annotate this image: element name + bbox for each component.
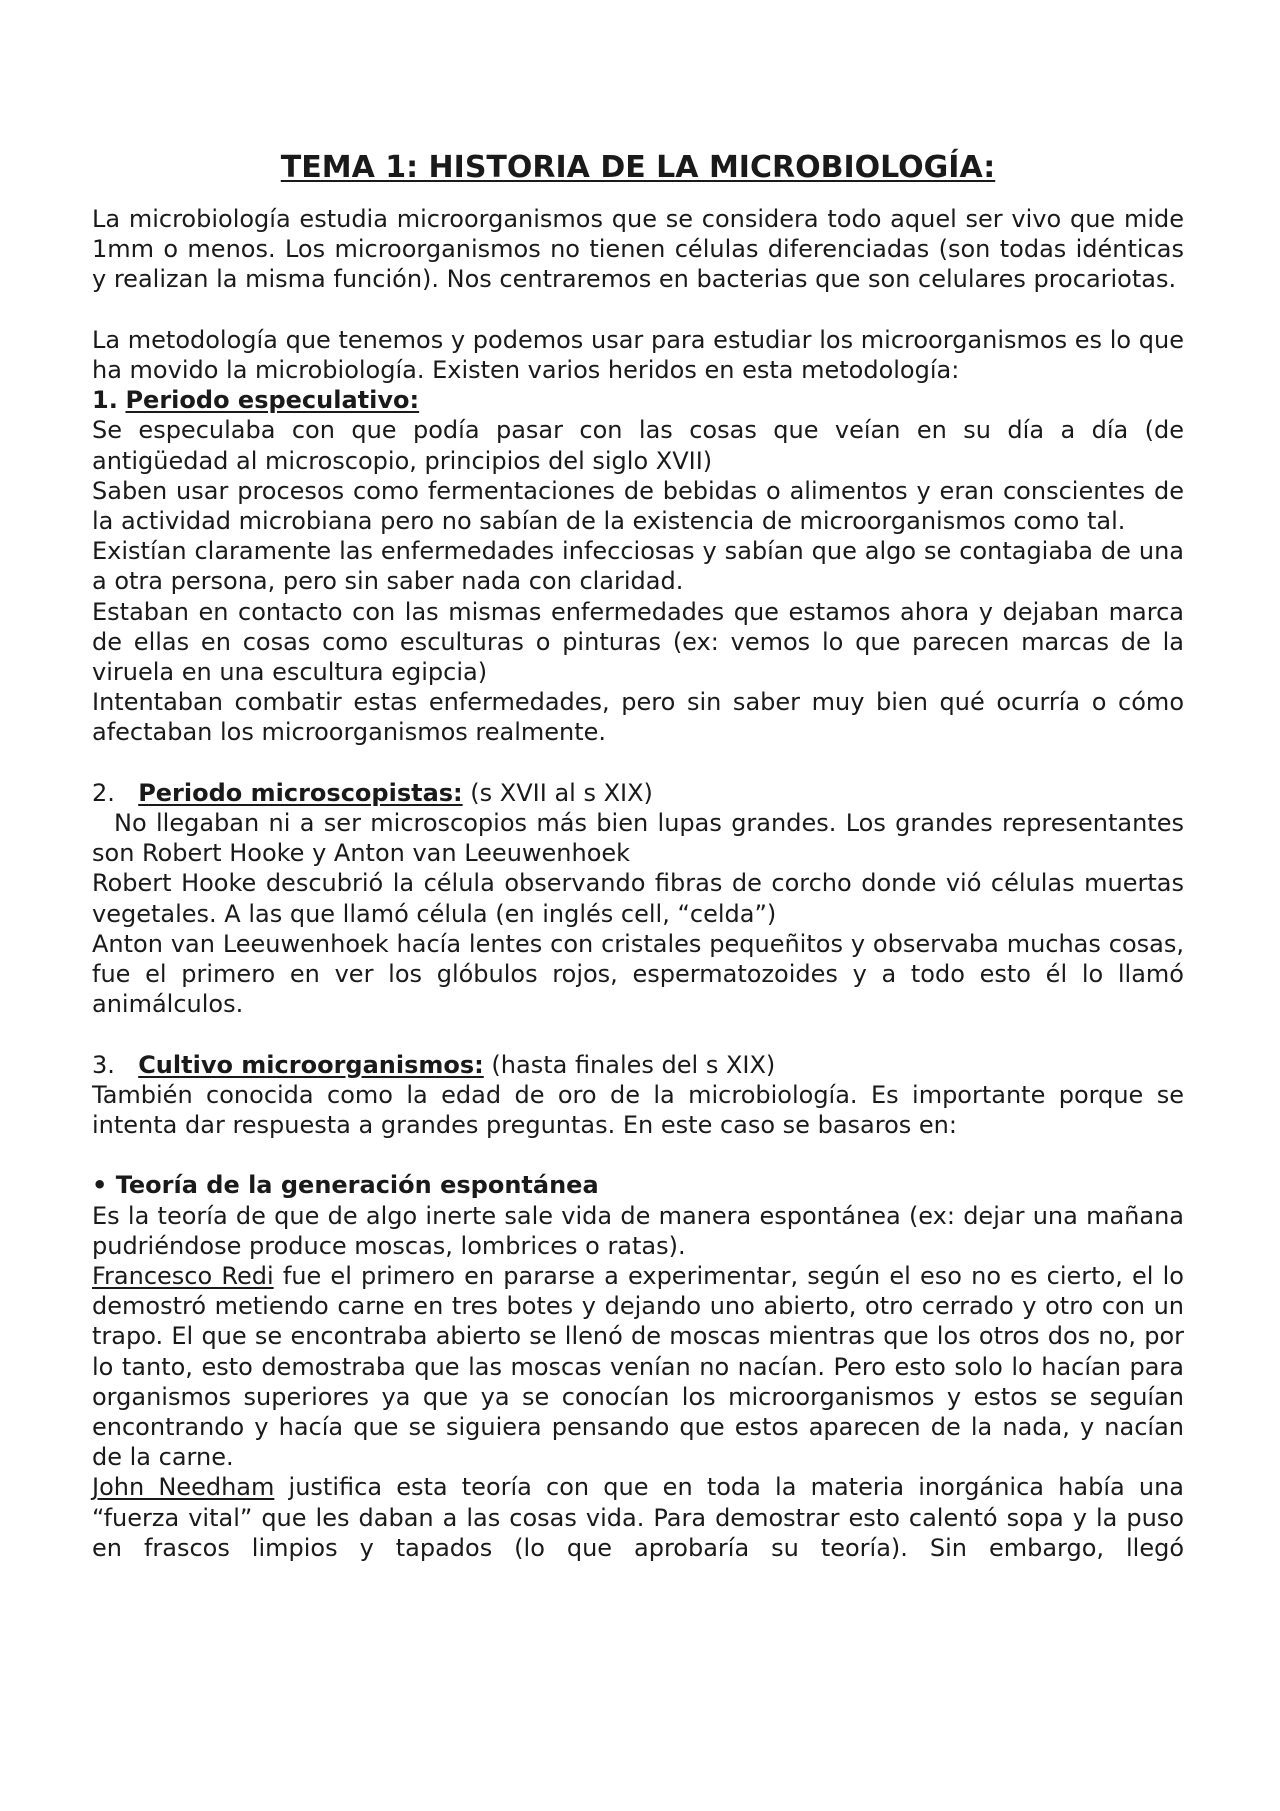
paragraph-gap: [92, 748, 1184, 778]
document-page: [92, 150, 1184, 1563]
section-2-heading: [92, 778, 1184, 808]
bullet-heading-text: Teoría de la generación espontánea: [115, 1171, 599, 1200]
section-1-paragraph: Estaban en contacto con las mismas enfermedades que estamos ahora y dejaban marca de ellas en cosas como esculturas o pinturas (ex: vemos lo que parecen marcas de la viruela en una escultura egipcia): [92, 597, 1184, 687]
section-3-number: 3.: [92, 1050, 115, 1079]
section-2-number: 2.: [92, 778, 115, 807]
section-2-period: (s XVII al s XIX): [470, 778, 653, 807]
page-title-text: TEMA 1: HISTORIA DE LA MICROBIOLOGÍA:: [280, 150, 996, 185]
bullet-paragraph-1: Es la teoría de que de algo inerte sale vida de manera espontánea (ex: dejar una mañana pudriéndose produce moscas, lombrices o ratas).: [92, 1201, 1184, 1260]
needham-name: John Needham: [92, 1473, 275, 1502]
section-2-paragraph: No llegaban ni a ser microscopios más bien lupas grandes. Los grandes representantes son Robert Hooke y Anton van Leeuwenhoek: [92, 809, 1184, 868]
redi-name: Francesco Redi: [92, 1262, 274, 1291]
bullet-icon: •: [92, 1171, 108, 1200]
section-2-title: Periodo microscopistas:: [138, 778, 463, 807]
paragraph-gap: [92, 1019, 1184, 1049]
section-3-period: (hasta finales del s XIX): [491, 1050, 776, 1079]
intro-paragraph-1: La microbiología estudia microorganismos que se considera todo aquel ser vivo que mide 1mm o menos. Los microorganismos no tienen células diferenciadas (son todas idénticas y realizan la misma función). Nos centraremos en bacterias que son celulares procariotas.: [92, 205, 1184, 294]
section-1-paragraph: Se especulaba con que podía pasar con las cosas que veían en su día a día (de antigüedad al microscopio, principios del siglo XVII): [92, 416, 1184, 475]
section-1-number: 1.: [92, 386, 118, 415]
paragraph-gap: [92, 295, 1184, 325]
section-3-title: Cultivo microorganismos:: [138, 1050, 484, 1079]
section-1-paragraph: Saben usar procesos como fermentaciones de bebidas o alimentos y eran conscientes de la actividad microbiana pero no sabían de la existencia de microorganismos como tal.: [92, 476, 1184, 536]
section-1-paragraph: Existían claramente las enfermedades infecciosas y sabían que algo se contagiaba de una a otra persona, pero sin saber nada con claridad.: [92, 537, 1184, 596]
needham-text: justifica esta teoría con que en toda la materia inorgánica había una “fuerza vital” que les daban a las cosas vida. Para demostrar esto calentó sopa y la puso en frascos limpios y tapados (lo que aprobaría su teoría). Sin embargo, llegó: [92, 1473, 1185, 1562]
section-3-heading: [92, 1050, 1184, 1080]
bullet-paragraph-needham: [92, 1472, 1184, 1563]
bullet-paragraph-redi: [92, 1261, 1184, 1472]
intro-paragraph-2: La metodología que tenemos y podemos usar para estudiar los microorganismos es lo que ha movido la microbiología. Existen varios heridos en esta metodología:: [92, 325, 1184, 384]
section-1-title: Periodo especulativo:: [125, 386, 420, 415]
page-title: [92, 150, 1184, 186]
section-1-paragraph: Intentaban combatir estas enfermedades, pero sin saber muy bien qué ocurría o cómo afectaban los microorganismos realmente.: [92, 688, 1184, 747]
redi-text: fue el primero en pararse a experimentar, según el eso no es cierto, el lo demostró metiendo carne en tres botes y dejando uno abierto, otro cerrado y otro con un trapo. El que se encontraba abierto se llenó de moscas mientras que los otros dos no, por lo tanto, esto demostraba que las moscas venían no nacían. Pero esto solo lo hacían para organismos superiores ya que ya se conocían los microorganismos y estos se seguían encontrando y hacía que se siguiera pensando que estos aparecen de la nada, y nacían de la carne.: [92, 1262, 1184, 1472]
section-2-paragraph: Robert Hooke descubrió la célula observando fibras de corcho donde vió células muertas vegetales. A las que llamó célula (en inglés cell, “celda”): [92, 869, 1184, 928]
section-1-heading: [92, 385, 1184, 415]
section-3-paragraph: También conocida como la edad de oro de la microbiología. Es importante porque se intenta dar respuesta a grandes preguntas. En este caso se basaros en:: [92, 1080, 1184, 1140]
bullet-heading: [92, 1170, 1184, 1200]
paragraph-gap: [92, 1140, 1184, 1170]
section-2-paragraph: Anton van Leeuwenhoek hacía lentes con cristales pequeñitos y observaba muchas cosas, fue el primero en ver los glóbulos rojos, espermatozoides y a todo esto él lo llamó animálculos.: [92, 929, 1184, 1019]
